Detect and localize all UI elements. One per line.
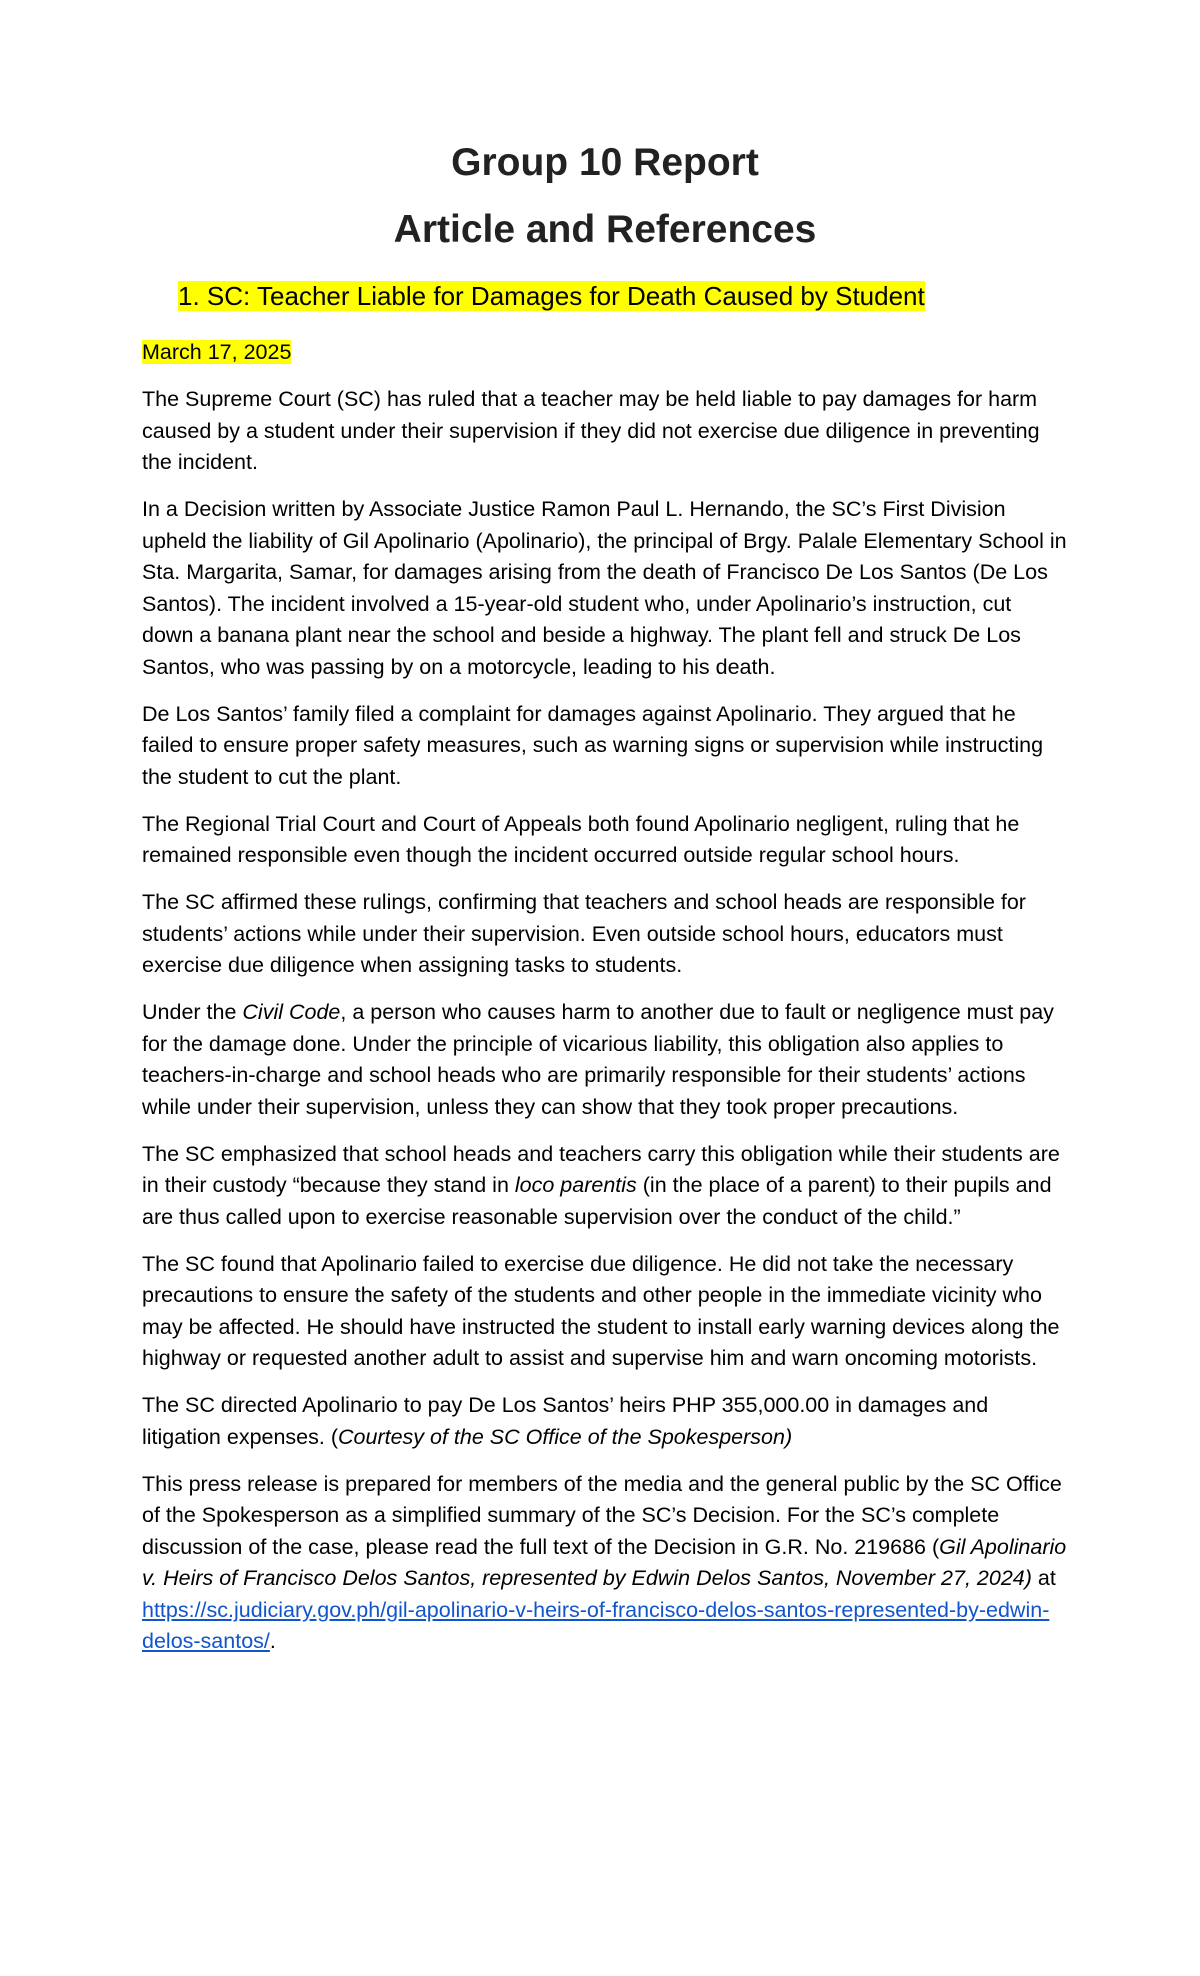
paragraph-3: De Los Santos’ family filed a complaint for damages against Apolinario. They argued that he failed to ensure proper safety measures, such as warning signs or supervision while instructing the student to cut the plant.: [142, 701, 1044, 789]
paragraph-9: [142, 1390, 1068, 1453]
paragraph-7: [142, 1139, 1068, 1234]
paragraph-6-part-c: , a person who causes harm to another due to fault or negligence must pay for the damage done. Under the principle of vicarious liability, this obligation also applies to teachers-in-charge and school heads who are primarily responsible for their students’ actions while under their supervision, unless they can show that they took proper precautions.: [142, 1000, 1054, 1119]
paragraph-10-part-c: at: [1031, 1566, 1056, 1590]
document-page: [142, 140, 1068, 1658]
document-subtitle: Article and References: [393, 208, 817, 251]
paragraph-4: The Regional Trial Court and Court of Appeals both found Apolinario negligent, ruling that he remained responsible even though the incident occurred outside regular school hours.: [142, 811, 1020, 867]
decision-link[interactable]: https://sc.judiciary.gov.ph/gil-apolinario-v-heirs-of-francisco-delos-santos-represented-by-edwin-delos-santos/: [142, 1597, 1050, 1653]
article-heading: [142, 279, 1068, 313]
courtesy-italic: Courtesy of the SC Office of the Spokesperson): [338, 1424, 793, 1449]
article-date-text: March 17, 2025: [142, 340, 292, 364]
loco-parentis-italic: loco parentis: [514, 1173, 637, 1197]
paragraph-10-part-d: .: [269, 1629, 276, 1653]
civil-code-italic: Civil Code: [242, 1000, 341, 1024]
paragraph-7-part-a: The SC emphasized that school heads and teachers carry this obligation while their students are in their custody “because they stand in: [142, 1141, 1060, 1197]
paragraph-6-part-a: Under the: [142, 1000, 243, 1024]
case-title-italic: Gil Apolinario v. Heirs of Francisco Delos Santos, represented by Edwin Delos Santos, November 27, 2024): [142, 1534, 1067, 1590]
paragraph-10: [142, 1469, 1068, 1658]
paragraph-10-part-a: This press release is prepared for members of the media and the general public by the SC Office of the Spokesperson as a simplified summary of the SC’s Decision. For the SC’s complete discussion of the case, please read the full text of the Decision in G.R. No. 219686 (: [142, 1471, 1062, 1559]
paragraph-7-part-c: (in the place of a parent) to their pupils and are thus called upon to exercise reasonable supervision over the conduct of the child.”: [142, 1173, 1052, 1229]
article-heading-text: SC: Teacher Liable for Damages for Death Caused by Student: [206, 281, 925, 311]
article-number: 1.: [178, 281, 200, 311]
paragraph-6: [142, 997, 1068, 1123]
article-heading-highlight: [178, 281, 925, 311]
paragraph-2: In a Decision written by Associate Justice Ramon Paul L. Hernando, the SC’s First Division upheld the liability of Gil Apolinario (Apolinario), the principal of Brgy. Palale Elementary School in Sta. Margarita, Samar, for damages arising from the death of Francisco De Los Santos (De Los Santos). The incident involved a 15-year-old student who, under Apolinario’s instruction, cut down a banana plant near the school and beside a highway. The plant fell and struck De Los Santos, who was passing by on a motorcycle, leading to his death.: [142, 497, 1067, 679]
paragraph-9-part-a: The SC directed Apolinario to pay De Los Santos’ heirs PHP 355,000.00 in damages and litigation expenses. (: [142, 1393, 989, 1449]
paragraph-1: The Supreme Court (SC) has ruled that a teacher may be held liable to pay damages for harm caused by a student under their supervision if they did not exercise due diligence in preventing the incident.: [142, 387, 1040, 474]
document-title: Group 10 Report: [451, 141, 759, 184]
paragraph-5: The SC affirmed these rulings, confirming that teachers and school heads are responsible for students’ actions while under their supervision. Even outside school hours, educators must exercise due diligence when assigning tasks to students.: [142, 890, 1026, 977]
paragraph-8: The SC found that Apolinario failed to exercise due diligence. He did not take the necessary precautions to ensure the safety of the students and other people in the immediate vicinity who may be affected. He should have instructed the student to install early warning devices along the highway or requested another adult to assist and supervise him and warn oncoming motorists.: [142, 1251, 1060, 1370]
article-date: [142, 337, 1068, 369]
